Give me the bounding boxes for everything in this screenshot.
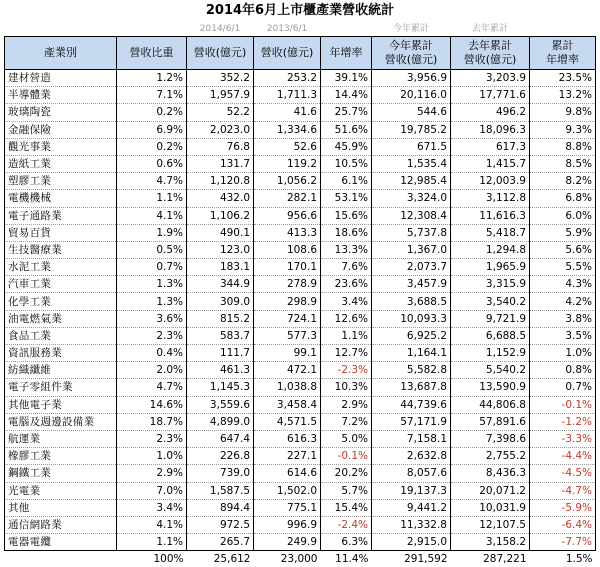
cell-industry: 玻璃陶瓷 (5, 104, 117, 121)
cell-share: 4.7% (117, 379, 187, 396)
cell-ytd-growth: 4.2% (530, 293, 596, 310)
cell-ytd-previous: 3,315.9 (451, 276, 530, 293)
cell-revenue-current: 183.1 (187, 259, 254, 276)
cell-ytd-previous: 5,418.7 (451, 224, 530, 241)
cell-growth: 10.3% (321, 379, 372, 396)
cell-revenue-previous: 298.9 (254, 293, 321, 310)
cell-share: 4.1% (117, 207, 187, 224)
cell-revenue-current: 815.2 (187, 310, 254, 327)
cell-growth: 45.9% (321, 138, 372, 155)
cell-share: 1.1% (117, 534, 187, 551)
cell-growth: 5.7% (321, 482, 372, 499)
cell-industry: 造紙工業 (5, 155, 117, 172)
cell-revenue-current: 123.0 (187, 241, 254, 258)
cell-ytd-previous: 6,688.5 (451, 327, 530, 344)
cell-ytd-current: 44,739.6 (372, 396, 451, 413)
cell-industry: 其他 (5, 499, 117, 516)
cell-ytd-growth: -5.9% (530, 499, 596, 516)
cell-revenue-previous: 249.9 (254, 534, 321, 551)
cell-growth: 7.6% (321, 259, 372, 276)
total-ytd-previous: 287,221 (483, 553, 527, 566)
cell-revenue-previous: 472.1 (254, 362, 321, 379)
cell-industry: 電機機械 (5, 190, 117, 207)
cell-ytd-growth: 8.8% (530, 138, 596, 155)
header-revenue-current: 營收(億元) (187, 37, 254, 70)
cell-industry: 電子通路業 (5, 207, 117, 224)
cell-industry: 紡織纖維 (5, 362, 117, 379)
cell-industry: 半導體業 (5, 87, 117, 104)
cell-growth: 23.6% (321, 276, 372, 293)
cell-growth: 53.1% (321, 190, 372, 207)
cell-industry: 油電燃氣業 (5, 310, 117, 327)
cell-ytd-current: 1,367.0 (372, 241, 451, 258)
cell-revenue-current: 3,559.6 (187, 396, 254, 413)
header-ytd-current-line2: 營收(億元) (384, 53, 438, 66)
cell-ytd-current: 3,457.9 (372, 276, 451, 293)
cell-revenue-current: 461.3 (187, 362, 254, 379)
cell-revenue-previous: 253.2 (254, 70, 321, 87)
cell-ytd-current: 671.5 (372, 138, 451, 155)
cell-ytd-current: 57,171.9 (372, 413, 451, 430)
cell-industry: 化學工業 (5, 293, 117, 310)
cell-ytd-current: 12,985.4 (372, 173, 451, 190)
cell-ytd-growth: -4.7% (530, 482, 596, 499)
header-industry: 產業別 (5, 37, 117, 70)
cell-industry: 電腦及週邊設備業 (5, 413, 117, 430)
cell-revenue-current: 1,587.5 (187, 482, 254, 499)
cell-share: 14.6% (117, 396, 187, 413)
cell-revenue-current: 1,145.3 (187, 379, 254, 396)
cell-share: 18.7% (117, 413, 187, 430)
table-row (5, 104, 596, 121)
cell-revenue-current: 647.4 (187, 430, 254, 447)
cell-share: 1.1% (117, 190, 187, 207)
cell-industry: 資訊服務業 (5, 345, 117, 362)
cell-ytd-previous: 12,003.9 (451, 173, 530, 190)
cell-ytd-growth: 23.5% (530, 70, 596, 87)
page-title: 2014年6月上市櫃產業營收統計 (205, 3, 395, 18)
cell-growth: -2.3% (321, 362, 372, 379)
table-row (5, 413, 596, 430)
header-ytd-previous (451, 37, 530, 70)
cell-growth: 13.3% (321, 241, 372, 258)
cell-growth: 12.7% (321, 345, 372, 362)
cell-revenue-previous: 3,458.4 (254, 396, 321, 413)
cell-revenue-previous: 996.9 (254, 516, 321, 533)
cell-ytd-growth: -4.5% (530, 465, 596, 482)
cell-ytd-previous: 57,891.6 (451, 413, 530, 430)
cell-ytd-growth: 1.0% (530, 345, 596, 362)
table-row (5, 379, 596, 396)
cell-growth: 20.2% (321, 465, 372, 482)
cell-industry: 航運業 (5, 430, 117, 447)
total-revenue-previous: 23,000 (280, 553, 318, 566)
cell-revenue-previous: 4,571.5 (254, 413, 321, 430)
header-ytd-previous-line1: 去年累計 (468, 39, 512, 52)
total-revenue-current: 25,612 (213, 553, 251, 566)
cell-ytd-growth: 6.0% (530, 207, 596, 224)
cell-ytd-previous: 5,540.2 (451, 362, 530, 379)
cell-industry: 光電業 (5, 482, 117, 499)
cell-revenue-previous: 227.1 (254, 448, 321, 465)
cell-growth: 18.6% (321, 224, 372, 241)
cell-ytd-current: 19,785.2 (372, 121, 451, 138)
cell-ytd-growth: -0.1% (530, 396, 596, 413)
cell-growth: 1.1% (321, 327, 372, 344)
cell-industry: 通信網路業 (5, 516, 117, 533)
cell-revenue-previous: 724.1 (254, 310, 321, 327)
cell-ytd-current: 8,057.6 (372, 465, 451, 482)
cell-revenue-current: 1,120.8 (187, 173, 254, 190)
cell-ytd-growth: -4.4% (530, 448, 596, 465)
cell-industry: 金融保險 (5, 121, 117, 138)
cell-ytd-growth: 8.5% (530, 155, 596, 172)
cell-ytd-current: 2,073.7 (372, 259, 451, 276)
cell-industry: 食品工業 (5, 327, 117, 344)
cell-industry: 建材營造 (5, 70, 117, 87)
total-growth: 11.4% (335, 553, 369, 566)
cell-growth: 39.1% (321, 70, 372, 87)
date-current-label: 2014/6/1 (199, 24, 241, 34)
cell-revenue-previous: 956.6 (254, 207, 321, 224)
cell-ytd-growth: 5.9% (530, 224, 596, 241)
table-row (5, 465, 596, 482)
cell-revenue-current: 309.0 (187, 293, 254, 310)
table-row (5, 155, 596, 172)
header-ytd-previous-line2: 營收(億元) (463, 53, 517, 66)
cell-ytd-growth: 3.8% (530, 310, 596, 327)
table-row (5, 276, 596, 293)
cell-revenue-current: 1,957.9 (187, 87, 254, 104)
table-row (5, 310, 596, 327)
cell-ytd-current: 6,925.2 (372, 327, 451, 344)
table-row (5, 448, 596, 465)
cell-industry: 電子零組件業 (5, 379, 117, 396)
table-row (5, 482, 596, 499)
cell-growth: -0.1% (321, 448, 372, 465)
table-row (5, 396, 596, 413)
cell-ytd-current: 13,687.8 (372, 379, 451, 396)
date-label-row (5, 22, 596, 37)
cell-revenue-previous: 577.3 (254, 327, 321, 344)
cell-ytd-previous: 18,096.3 (451, 121, 530, 138)
table-row (5, 138, 596, 155)
cell-growth: 3.4% (321, 293, 372, 310)
cell-ytd-previous: 44,806.8 (451, 396, 530, 413)
cell-share: 1.0% (117, 448, 187, 465)
table-row (5, 87, 596, 104)
header-revenue-previous: 營收(億元) (254, 37, 321, 70)
cell-share: 0.2% (117, 104, 187, 121)
table-row (5, 293, 596, 310)
cell-industry: 汽車工業 (5, 276, 117, 293)
cell-revenue-current: 352.2 (187, 70, 254, 87)
table-row (5, 534, 596, 551)
cell-revenue-previous: 41.6 (254, 104, 321, 121)
table-row (5, 430, 596, 447)
cell-revenue-previous: 52.6 (254, 138, 321, 155)
cell-ytd-current: 9,441.2 (372, 499, 451, 516)
cell-ytd-growth: 3.5% (530, 327, 596, 344)
cell-ytd-growth: 6.8% (530, 190, 596, 207)
cell-ytd-previous: 11,616.3 (451, 207, 530, 224)
cell-share: 0.7% (117, 259, 187, 276)
cell-ytd-current: 10,093.3 (372, 310, 451, 327)
cell-ytd-previous: 7,398.6 (451, 430, 530, 447)
cell-ytd-previous: 1,965.9 (451, 259, 530, 276)
cell-revenue-previous: 1,711.3 (254, 87, 321, 104)
table-row (5, 70, 596, 87)
cell-industry: 觀光事業 (5, 138, 117, 155)
cell-ytd-current: 20,116.0 (372, 87, 451, 104)
header-share: 營收比重 (117, 37, 187, 70)
cell-revenue-current: 972.5 (187, 516, 254, 533)
cell-ytd-growth: 5.5% (530, 259, 596, 276)
cell-ytd-growth: -6.4% (530, 516, 596, 533)
cell-growth: 51.6% (321, 121, 372, 138)
cell-share: 2.3% (117, 430, 187, 447)
cell-ytd-current: 544.6 (372, 104, 451, 121)
table-row (5, 499, 596, 516)
ytd-previous-label: 去年累計 (471, 24, 508, 34)
cell-ytd-previous: 496.2 (451, 104, 530, 121)
cell-revenue-previous: 1,038.8 (254, 379, 321, 396)
cell-ytd-growth: 4.3% (530, 276, 596, 293)
cell-industry: 水泥工業 (5, 259, 117, 276)
cell-share: 1.3% (117, 293, 187, 310)
cell-industry: 鋼鐵工業 (5, 465, 117, 482)
cell-ytd-current: 2,915.0 (372, 534, 451, 551)
cell-growth: 2.9% (321, 396, 372, 413)
cell-share: 0.2% (117, 138, 187, 155)
cell-ytd-previous: 3,203.9 (451, 70, 530, 87)
table-row (5, 362, 596, 379)
table-row (5, 190, 596, 207)
table-row (5, 224, 596, 241)
cell-revenue-current: 226.8 (187, 448, 254, 465)
cell-ytd-previous: 10,031.9 (451, 499, 530, 516)
cell-revenue-current: 583.7 (187, 327, 254, 344)
cell-industry: 其他電子業 (5, 396, 117, 413)
cell-revenue-current: 52.2 (187, 104, 254, 121)
total-ytd-current: 291,592 (404, 553, 448, 566)
cell-growth: 10.5% (321, 155, 372, 172)
cell-share: 1.3% (117, 276, 187, 293)
cell-revenue-current: 432.0 (187, 190, 254, 207)
cell-industry: 生技醫療業 (5, 241, 117, 258)
total-row (5, 551, 596, 567)
table-row (5, 241, 596, 258)
cell-growth: 5.0% (321, 430, 372, 447)
cell-growth: 14.4% (321, 87, 372, 104)
cell-revenue-previous: 170.1 (254, 259, 321, 276)
cell-ytd-current: 1,164.1 (372, 345, 451, 362)
cell-ytd-current: 12,308.4 (372, 207, 451, 224)
cell-share: 7.0% (117, 482, 187, 499)
cell-ytd-growth: 5.6% (530, 241, 596, 258)
cell-share: 0.6% (117, 155, 187, 172)
cell-revenue-previous: 119.2 (254, 155, 321, 172)
header-growth: 年增率 (321, 37, 372, 70)
cell-share: 1.9% (117, 224, 187, 241)
cell-share: 7.1% (117, 87, 187, 104)
cell-growth: -2.4% (321, 516, 372, 533)
cell-share: 4.7% (117, 173, 187, 190)
total-ytd-growth: 1.5% (565, 553, 593, 566)
cell-share: 2.3% (117, 327, 187, 344)
cell-growth: 12.6% (321, 310, 372, 327)
header-ytd-growth-line1: 累計 (551, 39, 574, 52)
cell-revenue-current: 344.9 (187, 276, 254, 293)
table-row (5, 259, 596, 276)
cell-revenue-current: 111.7 (187, 345, 254, 362)
total-share: 100% (153, 553, 184, 566)
cell-industry: 貿易百貨 (5, 224, 117, 241)
cell-revenue-previous: 1,334.6 (254, 121, 321, 138)
cell-ytd-growth: 13.2% (530, 87, 596, 104)
cell-revenue-current: 2,023.0 (187, 121, 254, 138)
ytd-current-label: 今年累計 (392, 24, 429, 34)
cell-ytd-previous: 3,112.8 (451, 190, 530, 207)
cell-revenue-current: 76.8 (187, 138, 254, 155)
table-row (5, 173, 596, 190)
cell-share: 4.1% (117, 516, 187, 533)
cell-ytd-previous: 2,755.2 (451, 448, 530, 465)
cell-revenue-previous: 108.6 (254, 241, 321, 258)
cell-ytd-previous: 20,071.2 (451, 482, 530, 499)
table-body (5, 70, 596, 551)
cell-ytd-previous: 12,107.5 (451, 516, 530, 533)
cell-growth: 6.3% (321, 534, 372, 551)
cell-industry: 橡膠工業 (5, 448, 117, 465)
cell-ytd-previous: 1,294.8 (451, 241, 530, 258)
cell-revenue-previous: 1,502.0 (254, 482, 321, 499)
cell-ytd-previous: 1,415.7 (451, 155, 530, 172)
cell-ytd-previous: 8,436.3 (451, 465, 530, 482)
cell-revenue-previous: 282.1 (254, 190, 321, 207)
cell-ytd-growth: -7.7% (530, 534, 596, 551)
header-ytd-current (372, 37, 451, 70)
cell-ytd-growth: 0.8% (530, 362, 596, 379)
cell-ytd-current: 3,324.0 (372, 190, 451, 207)
table-row (5, 327, 596, 344)
cell-ytd-current: 7,158.1 (372, 430, 451, 447)
cell-revenue-previous: 413.3 (254, 224, 321, 241)
table-row (5, 345, 596, 362)
cell-growth: 6.1% (321, 173, 372, 190)
cell-revenue-current: 265.7 (187, 534, 254, 551)
cell-ytd-previous: 617.3 (451, 138, 530, 155)
cell-revenue-previous: 616.3 (254, 430, 321, 447)
cell-revenue-previous: 775.1 (254, 499, 321, 516)
header-row (5, 37, 596, 70)
cell-ytd-growth: -3.3% (530, 430, 596, 447)
cell-share: 0.5% (117, 241, 187, 258)
header-ytd-growth-line2: 年增率 (546, 53, 579, 66)
cell-ytd-current: 3,688.5 (372, 293, 451, 310)
cell-share: 3.6% (117, 310, 187, 327)
cell-ytd-current: 5,737.8 (372, 224, 451, 241)
cell-growth: 7.2% (321, 413, 372, 430)
cell-ytd-growth: 8.2% (530, 173, 596, 190)
cell-revenue-current: 4,899.0 (187, 413, 254, 430)
cell-revenue-current: 739.0 (187, 465, 254, 482)
table-row (5, 207, 596, 224)
header-ytd-growth (530, 37, 596, 70)
cell-growth: 25.7% (321, 104, 372, 121)
cell-industry: 電器電纜 (5, 534, 117, 551)
cell-growth: 15.4% (321, 499, 372, 516)
cell-ytd-growth: 9.8% (530, 104, 596, 121)
cell-revenue-current: 894.4 (187, 499, 254, 516)
cell-ytd-previous: 3,158.2 (451, 534, 530, 551)
cell-growth: 15.6% (321, 207, 372, 224)
cell-ytd-growth: 0.7% (530, 379, 596, 396)
cell-revenue-current: 131.7 (187, 155, 254, 172)
cell-share: 6.9% (117, 121, 187, 138)
cell-share: 2.9% (117, 465, 187, 482)
cell-ytd-current: 11,332.8 (372, 516, 451, 533)
cell-share: 1.2% (117, 70, 187, 87)
cell-ytd-growth: -1.2% (530, 413, 596, 430)
cell-industry: 塑膠工業 (5, 173, 117, 190)
table-row (5, 516, 596, 533)
cell-ytd-growth: 9.3% (530, 121, 596, 138)
cell-ytd-current: 1,535.4 (372, 155, 451, 172)
cell-revenue-previous: 278.9 (254, 276, 321, 293)
cell-share: 0.4% (117, 345, 187, 362)
header-ytd-current-line1: 今年累計 (389, 39, 433, 52)
cell-revenue-previous: 614.6 (254, 465, 321, 482)
cell-ytd-previous: 9,721.9 (451, 310, 530, 327)
cell-ytd-current: 19,137.3 (372, 482, 451, 499)
cell-revenue-previous: 1,056.2 (254, 173, 321, 190)
cell-ytd-current: 5,582.8 (372, 362, 451, 379)
revenue-table (4, 22, 596, 567)
table-row (5, 121, 596, 138)
cell-ytd-previous: 3,540.2 (451, 293, 530, 310)
cell-ytd-current: 3,956.9 (372, 70, 451, 87)
cell-revenue-current: 490.1 (187, 224, 254, 241)
cell-share: 3.4% (117, 499, 187, 516)
cell-ytd-current: 2,632.8 (372, 448, 451, 465)
cell-ytd-previous: 17,771.6 (451, 87, 530, 104)
cell-share: 2.0% (117, 362, 187, 379)
cell-ytd-previous: 1,152.9 (451, 345, 530, 362)
date-previous-label: 2013/6/1 (266, 24, 308, 34)
cell-ytd-previous: 13,590.9 (451, 379, 530, 396)
cell-revenue-previous: 99.1 (254, 345, 321, 362)
cell-revenue-current: 1,106.2 (187, 207, 254, 224)
